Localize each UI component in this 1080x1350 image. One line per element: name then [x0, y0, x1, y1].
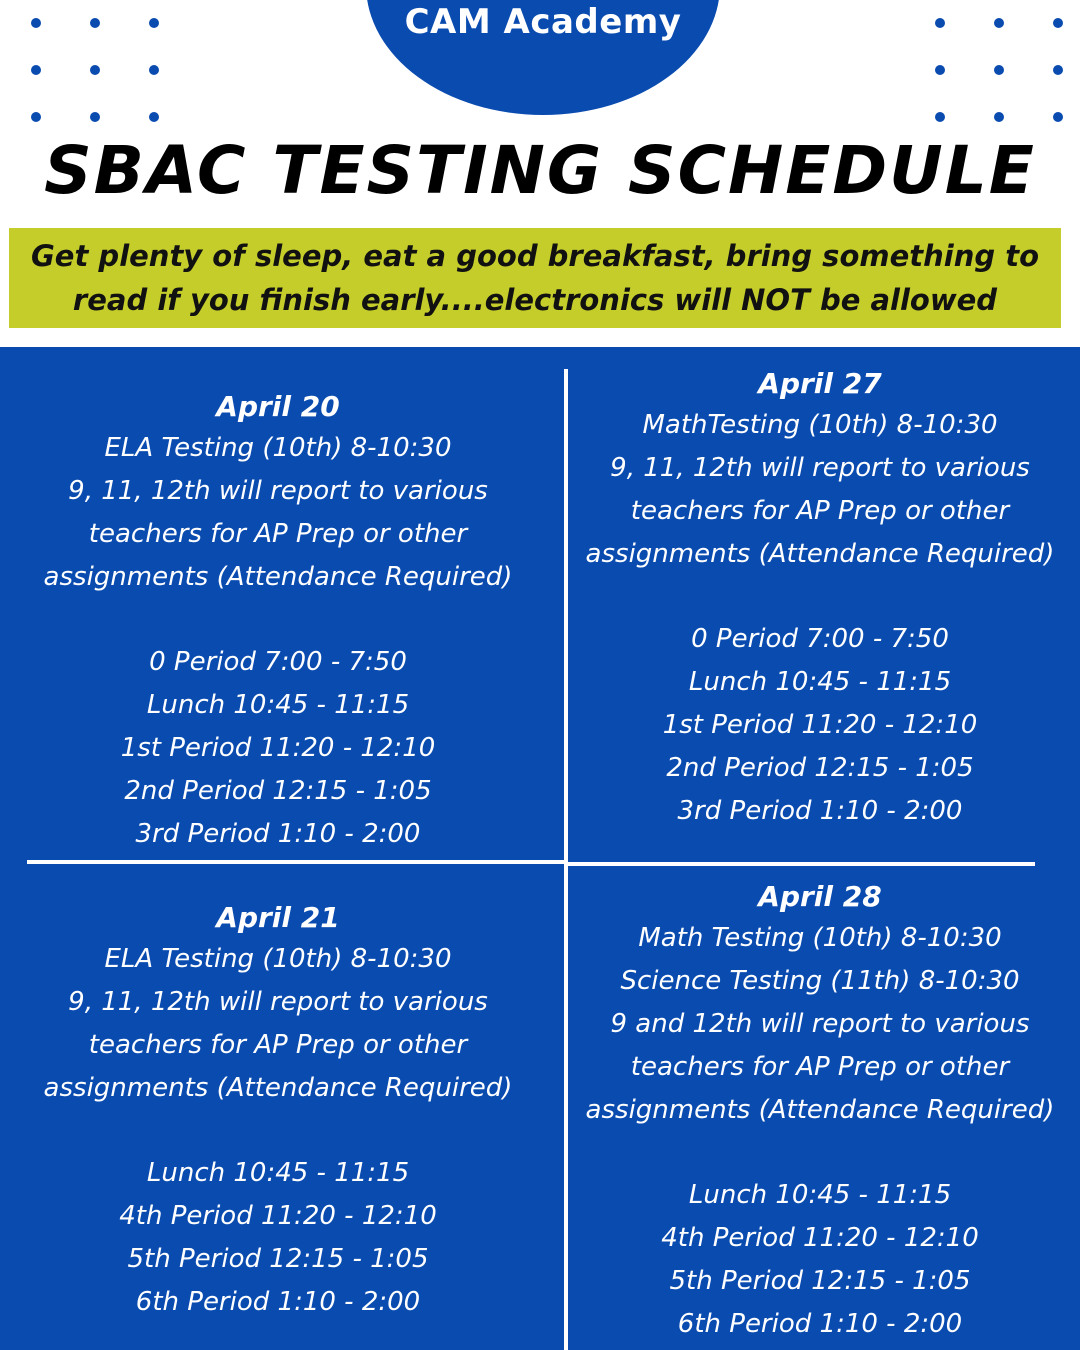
info-line: assignments (Attendance Required) [585, 539, 1055, 569]
tip-banner [9, 228, 1061, 328]
info-line: 9, 11, 12th will report to various [68, 987, 488, 1017]
dot [935, 18, 945, 28]
period-line: 2nd Period 12:15 - 1:05 [124, 776, 432, 806]
info-line: 9, 11, 12th will report to various [610, 453, 1030, 483]
info-line: MathTesting (10th) 8-10:30 [642, 410, 998, 440]
period-line: 2nd Period 12:15 - 1:05 [666, 753, 974, 783]
dot [149, 65, 159, 75]
academy-name: CAM Academy [404, 2, 682, 42]
card-date: April 20 [216, 390, 340, 423]
info-line: ELA Testing (10th) 8-10:30 [104, 433, 452, 463]
dot [31, 18, 41, 28]
dot [90, 18, 100, 28]
info-line: 9 and 12th will report to various [610, 1009, 1030, 1039]
info-line: Science Testing (11th) 8-10:30 [620, 966, 1020, 996]
period-line: Lunch 10:45 - 11:15 [146, 1158, 410, 1188]
period-line: 0 Period 7:00 - 7:50 [691, 624, 949, 654]
period-line: Lunch 10:45 - 11:15 [688, 1180, 952, 1210]
info-line: teachers for AP Prep or other [630, 1052, 1010, 1082]
schedule-card-april-20 [18, 387, 538, 856]
info-line: assignments (Attendance Required) [43, 1073, 513, 1103]
dot [90, 112, 100, 122]
period-line: 1st Period 11:20 - 12:10 [120, 733, 436, 763]
dot [1053, 18, 1063, 28]
spacer [570, 576, 1070, 618]
info-line: Math Testing (10th) 8-10:30 [638, 923, 1002, 953]
period-line: 5th Period 12:15 - 1:05 [669, 1266, 971, 1296]
period-line: 6th Period 1:10 - 2:00 [135, 1287, 421, 1317]
dot [994, 18, 1004, 28]
period-line: 3rd Period 1:10 - 2:00 [135, 819, 421, 849]
info-line: teachers for AP Prep or other [88, 519, 468, 549]
dot [31, 112, 41, 122]
period-line: Lunch 10:45 - 11:15 [688, 667, 952, 697]
period-line: 6th Period 1:10 - 2:00 [677, 1309, 963, 1339]
dot [1053, 112, 1063, 122]
schedule-card-april-28 [570, 877, 1070, 1346]
dot-grid-right [935, 18, 1063, 122]
dot [935, 112, 945, 122]
info-line: assignments (Attendance Required) [43, 562, 513, 592]
info-line: teachers for AP Prep or other [88, 1030, 468, 1060]
period-line: 3rd Period 1:10 - 2:00 [677, 796, 963, 826]
dot-grid-left [31, 18, 159, 122]
dot [90, 65, 100, 75]
schedule-card-april-21 [18, 898, 538, 1324]
dot [149, 112, 159, 122]
schedule-card-april-27 [570, 364, 1070, 833]
horizontal-divider-left [27, 860, 566, 864]
info-line: 9, 11, 12th will report to various [68, 476, 488, 506]
period-line: 1st Period 11:20 - 12:10 [662, 710, 978, 740]
spacer [18, 599, 538, 641]
page-title: SBAC TESTING SCHEDULE [44, 132, 1036, 209]
period-line: Lunch 10:45 - 11:15 [146, 690, 410, 720]
info-line: teachers for AP Prep or other [630, 496, 1010, 526]
spacer [570, 1132, 1070, 1174]
horizontal-divider-right [566, 862, 1035, 866]
card-date: April 27 [758, 367, 882, 400]
dot [149, 18, 159, 28]
dot [994, 65, 1004, 75]
card-date: April 21 [216, 901, 340, 934]
tip-text: Get plenty of sleep, eat a good breakfast, bring something to read if you finish early....electronics will NOT be allowed [31, 239, 1039, 317]
period-line: 0 Period 7:00 - 7:50 [149, 647, 407, 677]
dot [31, 65, 41, 75]
card-date: April 28 [758, 880, 882, 913]
dot [994, 112, 1004, 122]
info-line: assignments (Attendance Required) [585, 1095, 1055, 1125]
period-line: 5th Period 12:15 - 1:05 [127, 1244, 429, 1274]
info-line: ELA Testing (10th) 8-10:30 [104, 944, 452, 974]
period-line: 4th Period 11:20 - 12:10 [661, 1223, 979, 1253]
period-line: 4th Period 11:20 - 12:10 [119, 1201, 437, 1231]
dot [1053, 65, 1063, 75]
dot [935, 65, 945, 75]
spacer [18, 1110, 538, 1152]
